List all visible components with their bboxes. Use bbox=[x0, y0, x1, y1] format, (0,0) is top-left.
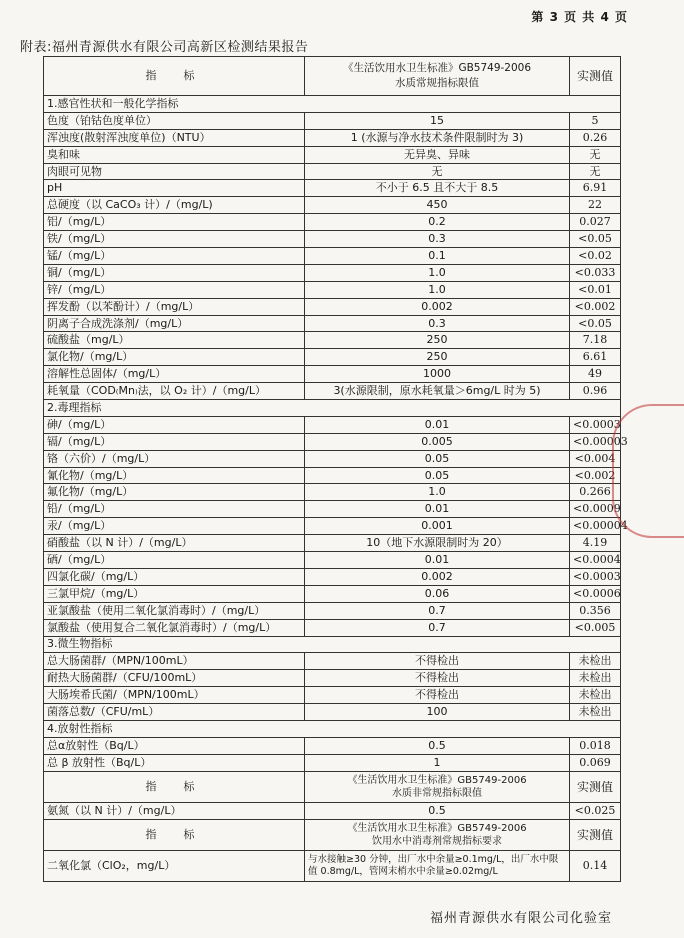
measured-cell: 0.027 bbox=[570, 214, 621, 231]
table-row bbox=[44, 450, 621, 467]
table-row bbox=[44, 602, 621, 619]
limit-cell: 无 bbox=[305, 163, 570, 180]
measured-cell: 0.018 bbox=[570, 737, 621, 754]
table-row bbox=[44, 704, 621, 721]
measured-cell: <0.05 bbox=[570, 315, 621, 332]
limit-cell: 0.3 bbox=[305, 315, 570, 332]
indicator-cell: 三氯甲烷/（mg/L） bbox=[44, 585, 305, 602]
limit-cell: 无异臭、异味 bbox=[305, 146, 570, 163]
measured-cell: 4.19 bbox=[570, 535, 621, 552]
indicator-cell: 砷/（mg/L） bbox=[44, 416, 305, 433]
table-row bbox=[44, 518, 621, 535]
table-row bbox=[44, 501, 621, 518]
measured-cell: <0.05 bbox=[570, 231, 621, 248]
header-indicator: 指 标 bbox=[44, 57, 305, 96]
limit-cell: 0.2 bbox=[305, 214, 570, 231]
indicator-cell: 挥发酚（以苯酚计）/（mg/L） bbox=[44, 298, 305, 315]
indicator-cell: 锰/（mg/L） bbox=[44, 248, 305, 265]
indicator-cell: 铜/（mg/L） bbox=[44, 264, 305, 281]
measured-cell: <0.025 bbox=[570, 802, 621, 819]
measured-cell: <0.0003 bbox=[570, 416, 621, 433]
section-title: 4.放射性指标 bbox=[44, 720, 621, 737]
measured-cell: 7.18 bbox=[570, 332, 621, 349]
indicator-cell: 氨氮（以 N 计）/（mg/L） bbox=[44, 802, 305, 819]
section-header-row bbox=[44, 636, 621, 653]
table-row bbox=[44, 687, 621, 704]
table-row bbox=[44, 366, 621, 383]
limit-cell: 1 (水源与净水技术条件限制时为 3) bbox=[305, 129, 570, 146]
limit-cell: 0.3 bbox=[305, 231, 570, 248]
subheader-row bbox=[44, 771, 621, 802]
lab-footer: 福州青源供水有限公司化验室 bbox=[429, 911, 612, 926]
limit-cell: 0.7 bbox=[305, 602, 570, 619]
measured-cell: <0.0003 bbox=[570, 568, 621, 585]
indicator-cell: 铅/（mg/L） bbox=[44, 501, 305, 518]
measured-cell: 0.266 bbox=[570, 484, 621, 501]
measured-cell: <0.00003 bbox=[570, 433, 621, 450]
measured-cell: <0.0004 bbox=[570, 552, 621, 569]
table-row bbox=[44, 315, 621, 332]
table-row bbox=[44, 416, 621, 433]
indicator-cell: 镉/（mg/L） bbox=[44, 433, 305, 450]
measured-cell: 6.91 bbox=[570, 180, 621, 197]
limit-cell: 1.0 bbox=[305, 484, 570, 501]
indicator-cell: 耐热大肠菌群/（CFU/100mL） bbox=[44, 670, 305, 687]
limit-cell: 0.05 bbox=[305, 450, 570, 467]
indicator-cell: 亚氯酸盐（使用二氧化氯消毒时）/（mg/L） bbox=[44, 602, 305, 619]
indicator-cell: 指 标 bbox=[44, 771, 305, 802]
limit-cell: 100 bbox=[305, 704, 570, 721]
measured-cell: <0.002 bbox=[570, 467, 621, 484]
measured-cell: <0.033 bbox=[570, 264, 621, 281]
limit-cell: 与水接触≥30 分钟，出厂水中余量≥0.1mg/L，出厂水中限值 0.8mg/L，管网末梢水中余量≥0.02mg/L bbox=[305, 850, 570, 881]
indicator-cell: 氰化物/（mg/L） bbox=[44, 467, 305, 484]
limit-cell: 1.0 bbox=[305, 281, 570, 298]
table-row bbox=[44, 112, 621, 129]
page-number: 第 3 页 共 4 页 bbox=[531, 10, 628, 24]
measured-cell: 22 bbox=[570, 197, 621, 214]
table-row bbox=[44, 248, 621, 265]
table-row bbox=[44, 802, 621, 819]
limit-cell: 0.002 bbox=[305, 568, 570, 585]
table-row bbox=[44, 298, 621, 315]
indicator-cell: 总硬度（以 CaCO₃ 计）/（mg/L) bbox=[44, 197, 305, 214]
table-row bbox=[44, 281, 621, 298]
measured-cell: <0.0006 bbox=[570, 585, 621, 602]
section-title: 2.毒理指标 bbox=[44, 400, 621, 417]
measured-cell: 未检出 bbox=[570, 670, 621, 687]
limit-cell: 《生活饮用水卫生标准》GB5749-2006 饮用水中消毒剂常规指标要求 bbox=[305, 819, 570, 850]
table-row bbox=[44, 850, 621, 881]
measured-cell: 0.14 bbox=[570, 850, 621, 881]
measured-cell: 49 bbox=[570, 366, 621, 383]
indicator-cell: 耗氧量（COD₍Mn₎法，以 O₂ 计）/（mg/L） bbox=[44, 383, 305, 400]
table-row bbox=[44, 129, 621, 146]
measured-cell: <0.01 bbox=[570, 281, 621, 298]
measured-cell: 未检出 bbox=[570, 687, 621, 704]
document-title: 附表:福州青源供水有限公司高新区检测结果报告 bbox=[20, 40, 309, 55]
limit-cell: 1000 bbox=[305, 366, 570, 383]
limit-cell: 0.5 bbox=[305, 802, 570, 819]
table-row bbox=[44, 619, 621, 636]
table-row bbox=[44, 332, 621, 349]
header-standard bbox=[305, 57, 570, 96]
measured-cell: 未检出 bbox=[570, 653, 621, 670]
limit-cell: 0.06 bbox=[305, 585, 570, 602]
table-row bbox=[44, 214, 621, 231]
indicator-cell: 臭和味 bbox=[44, 146, 305, 163]
indicator-cell: 汞/（mg/L） bbox=[44, 518, 305, 535]
limit-cell: 0.01 bbox=[305, 552, 570, 569]
section-header-row bbox=[44, 96, 621, 113]
table-row bbox=[44, 754, 621, 771]
measured-cell: 实测值 bbox=[570, 771, 621, 802]
indicator-cell: pH bbox=[44, 180, 305, 197]
limit-cell: 15 bbox=[305, 112, 570, 129]
header-measured: 实测值 bbox=[570, 57, 621, 96]
limit-cell: 0.01 bbox=[305, 416, 570, 433]
measured-cell: <0.004 bbox=[570, 450, 621, 467]
indicator-cell: 总 β 放射性（Bq/L） bbox=[44, 754, 305, 771]
measured-cell: 无 bbox=[570, 146, 621, 163]
section-title: 1.感官性状和一般化学指标 bbox=[44, 96, 621, 113]
measured-cell: <0.002 bbox=[570, 298, 621, 315]
measured-cell: <0.005 bbox=[570, 619, 621, 636]
measured-cell: 未检出 bbox=[570, 704, 621, 721]
table-row bbox=[44, 653, 621, 670]
table-row bbox=[44, 585, 621, 602]
table-row bbox=[44, 197, 621, 214]
limit-cell: 0.05 bbox=[305, 467, 570, 484]
indicator-cell: 二氧化氯（ClO₂，mg/L） bbox=[44, 850, 305, 881]
measured-cell: 0.26 bbox=[570, 129, 621, 146]
limit-cell: 《生活饮用水卫生标准》GB5749-2006 水质非常规指标限值 bbox=[305, 771, 570, 802]
limit-cell: 不得检出 bbox=[305, 687, 570, 704]
indicator-cell: 肉眼可见物 bbox=[44, 163, 305, 180]
indicator-cell: 大肠埃希氏菌/（MPN/100mL） bbox=[44, 687, 305, 704]
measured-cell: <0.0009 bbox=[570, 501, 621, 518]
measured-cell: 无 bbox=[570, 163, 621, 180]
limit-cell: 10（地下水源限制时为 20） bbox=[305, 535, 570, 552]
indicator-cell: 铬（六价）/（mg/L） bbox=[44, 450, 305, 467]
limit-cell: 0.01 bbox=[305, 501, 570, 518]
indicator-cell: 铝/（mg/L） bbox=[44, 214, 305, 231]
indicator-cell: 阴离子合成洗涤剂/（mg/L） bbox=[44, 315, 305, 332]
table-header-row bbox=[44, 57, 621, 96]
table-row bbox=[44, 535, 621, 552]
indicator-cell: 氟化物/（mg/L） bbox=[44, 484, 305, 501]
table-row bbox=[44, 737, 621, 754]
limit-cell: 不得检出 bbox=[305, 653, 570, 670]
indicator-cell: 溶解性总固体/（mg/L） bbox=[44, 366, 305, 383]
indicator-cell: 指 标 bbox=[44, 819, 305, 850]
table-row bbox=[44, 180, 621, 197]
indicator-cell: 色度（铂钴色度单位） bbox=[44, 112, 305, 129]
limit-cell: 250 bbox=[305, 349, 570, 366]
table-row bbox=[44, 163, 621, 180]
table-row bbox=[44, 146, 621, 163]
measured-cell: 0.069 bbox=[570, 754, 621, 771]
limit-cell: 250 bbox=[305, 332, 570, 349]
limit-cell: 1 bbox=[305, 754, 570, 771]
indicator-cell: 总大肠菌群/（MPN/100mL） bbox=[44, 653, 305, 670]
limit-cell: 0.005 bbox=[305, 433, 570, 450]
indicator-cell: 硫酸盐（mg/L） bbox=[44, 332, 305, 349]
table-row bbox=[44, 568, 621, 585]
indicator-cell: 铁/（mg/L） bbox=[44, 231, 305, 248]
table-row bbox=[44, 433, 621, 450]
red-seal-stamp bbox=[612, 404, 684, 538]
indicator-cell: 浑浊度(散射浑浊度单位)（NTU） bbox=[44, 129, 305, 146]
section-title: 3.微生物指标 bbox=[44, 636, 621, 653]
table-row bbox=[44, 484, 621, 501]
limit-cell: 0.002 bbox=[305, 298, 570, 315]
limit-cell: 1.0 bbox=[305, 264, 570, 281]
table-row bbox=[44, 383, 621, 400]
indicator-cell: 锌/（mg/L） bbox=[44, 281, 305, 298]
header-standard-line1: 《生活饮用水卫生标准》GB5749-2006 bbox=[342, 62, 532, 74]
limit-cell: 0.1 bbox=[305, 248, 570, 265]
measured-cell: <0.00004 bbox=[570, 518, 621, 535]
measured-cell: 6.61 bbox=[570, 349, 621, 366]
limit-cell: 450 bbox=[305, 197, 570, 214]
indicator-cell: 四氯化碳/（mg/L） bbox=[44, 568, 305, 585]
header-standard-line2: 水质常规指标限值 bbox=[395, 77, 479, 89]
measured-cell: 实测值 bbox=[570, 819, 621, 850]
subheader-row bbox=[44, 819, 621, 850]
table-row bbox=[44, 231, 621, 248]
table-row bbox=[44, 467, 621, 484]
measured-cell: <0.02 bbox=[570, 248, 621, 265]
table-row bbox=[44, 552, 621, 569]
section-header-row bbox=[44, 720, 621, 737]
indicator-cell: 硝酸盐（以 N 计）/（mg/L） bbox=[44, 535, 305, 552]
indicator-cell: 总α放射性（Bq/L） bbox=[44, 737, 305, 754]
section-header-row bbox=[44, 400, 621, 417]
limit-cell: 不小于 6.5 且不大于 8.5 bbox=[305, 180, 570, 197]
limit-cell: 0.5 bbox=[305, 737, 570, 754]
table-row bbox=[44, 264, 621, 281]
limit-cell: 0.7 bbox=[305, 619, 570, 636]
measured-cell: 5 bbox=[570, 112, 621, 129]
indicator-cell: 菌落总数/（CFU/mL） bbox=[44, 704, 305, 721]
limit-cell: 不得检出 bbox=[305, 670, 570, 687]
measured-cell: 0.96 bbox=[570, 383, 621, 400]
table-row bbox=[44, 670, 621, 687]
limit-cell: 0.001 bbox=[305, 518, 570, 535]
indicator-cell: 氯酸盐（使用复合二氧化氯消毒时）/（mg/L） bbox=[44, 619, 305, 636]
table-row bbox=[44, 349, 621, 366]
indicator-cell: 硒/（mg/L） bbox=[44, 552, 305, 569]
measured-cell: 0.356 bbox=[570, 602, 621, 619]
limit-cell: 3(水源限制，原水耗氧量＞6mg/L 时为 5) bbox=[305, 383, 570, 400]
results-table bbox=[43, 56, 628, 882]
indicator-cell: 氯化物/（mg/L） bbox=[44, 349, 305, 366]
